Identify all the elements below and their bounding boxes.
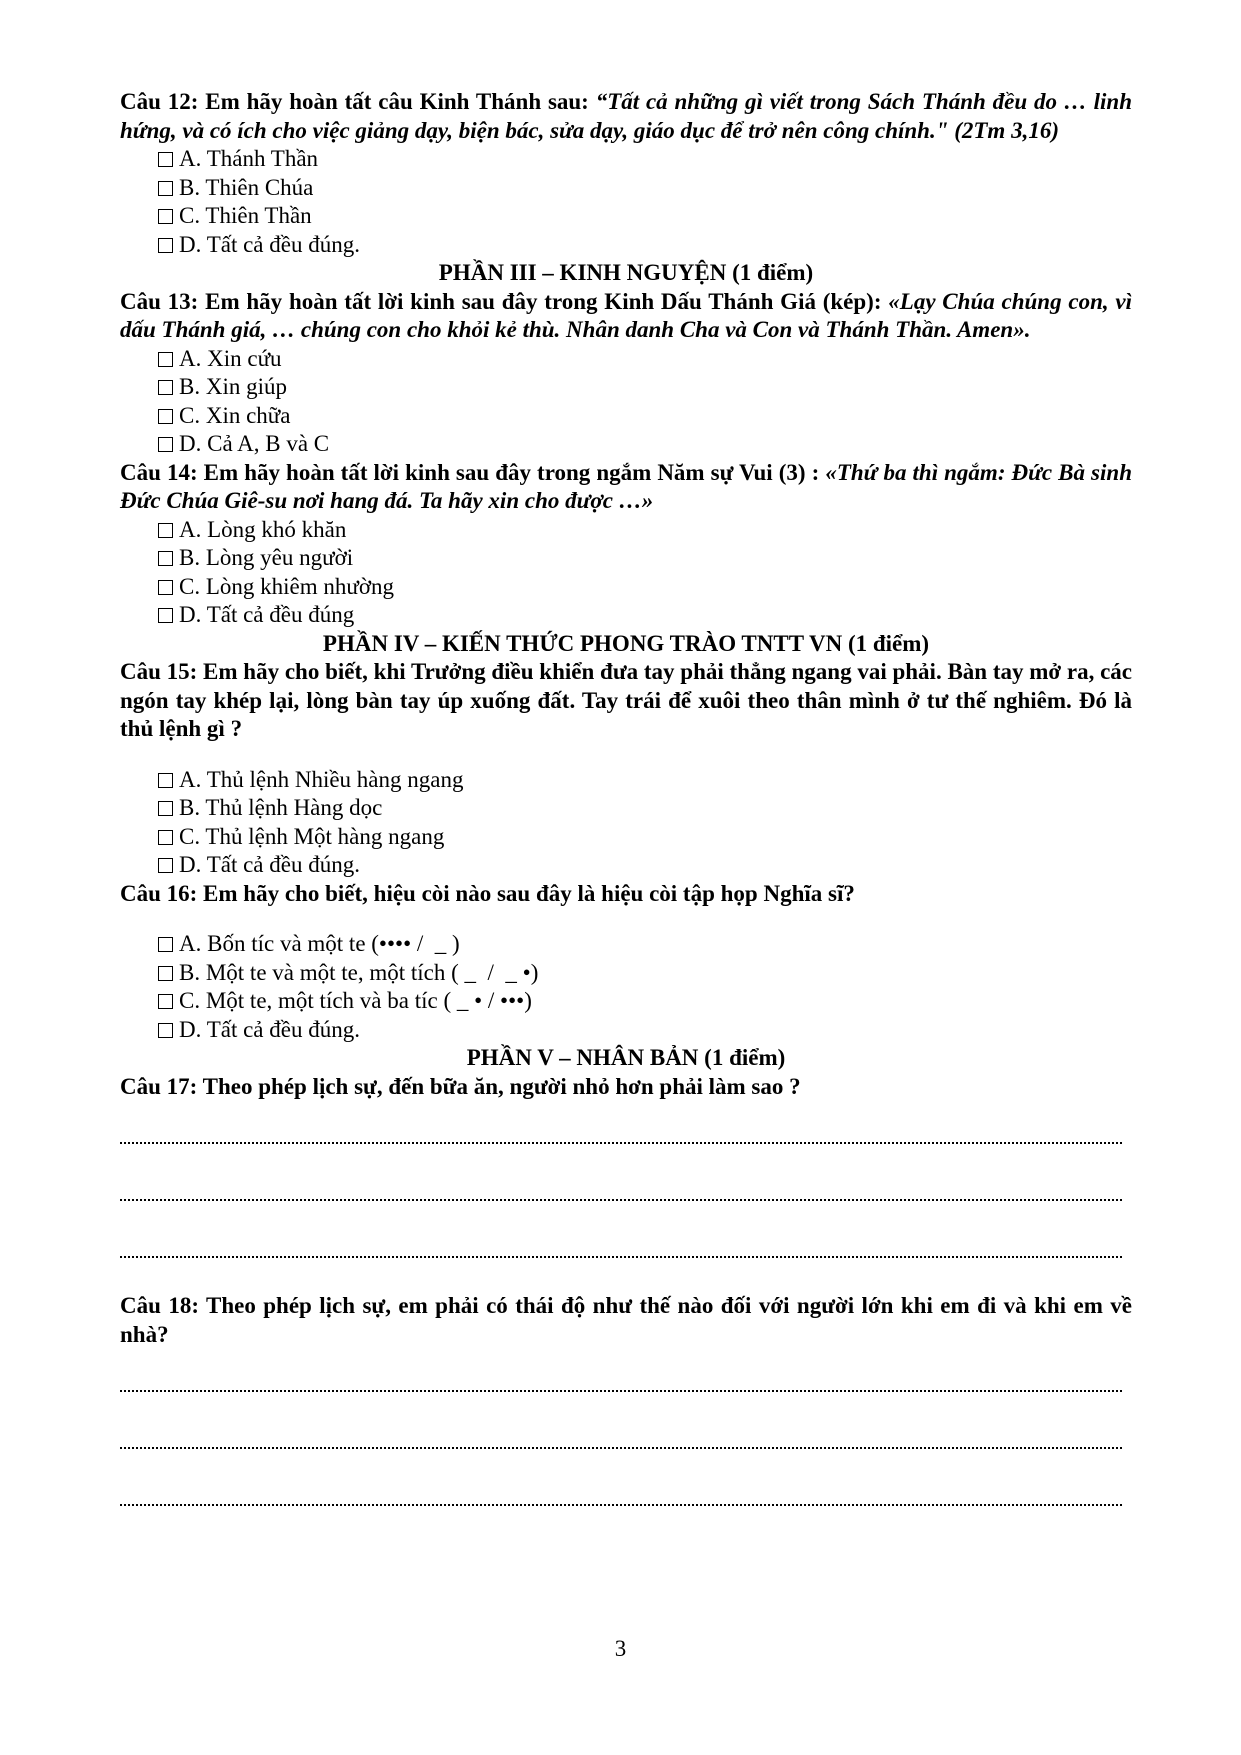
exam-page <box>120 88 1132 1520</box>
checkbox-icon[interactable] <box>158 380 173 395</box>
checkbox-icon[interactable] <box>158 773 173 788</box>
page-number: 3 <box>614 1636 627 1661</box>
section-4-heading: PHẦN IV – KIẾN THỨC PHONG TRÀO TNTT VN (1 điểm) <box>322 630 930 656</box>
section-3-heading: PHẦN III – KINH NGUYỆN (1 điểm) <box>438 260 814 285</box>
answer-lines <box>120 1101 1132 1272</box>
option-item[interactable]: D. Tất cả đều đúng. <box>158 851 1132 880</box>
checkbox-icon[interactable] <box>158 858 173 873</box>
answer-line[interactable] <box>120 1349 1132 1406</box>
option-item[interactable]: B. Xin giúp <box>158 373 1132 402</box>
option-item[interactable]: B. Thủ lệnh Hàng dọc <box>158 794 1132 823</box>
checkbox-icon[interactable] <box>158 209 173 224</box>
option-item[interactable]: D. Tất cả đều đúng. <box>158 231 1132 260</box>
option-item[interactable]: A. Thủ lệnh Nhiều hàng ngang <box>158 766 1132 795</box>
option-item[interactable]: C. Thủ lệnh Một hàng ngang <box>158 823 1132 852</box>
spacer <box>120 744 1132 766</box>
checkbox-icon[interactable] <box>158 937 173 952</box>
option-item[interactable]: B. Thiên Chúa <box>158 174 1132 203</box>
question-14-lead: Câu 14: Em hãy hoàn tất lời kinh sau đây trong ngắm Năm sự Vui (3) : <box>120 459 826 485</box>
question-13-options <box>158 345 1132 459</box>
question-14-quote: «Thứ ba thì ngắm: Đức Bà sinh Đức Chúa Giê-su nơi hang đá. Ta hãy xin cho được …» <box>120 459 1132 513</box>
checkbox-icon[interactable] <box>158 1023 173 1038</box>
option-item[interactable]: B. Một te và một te, một tích ( _ / _ •) <box>158 959 1132 988</box>
checkbox-icon[interactable] <box>158 152 173 167</box>
section-5-heading: PHẦN V – NHÂN BẢN (1 điểm) <box>466 1045 786 1070</box>
checkbox-icon[interactable] <box>158 238 173 253</box>
checkbox-icon[interactable] <box>158 523 173 538</box>
checkbox-icon[interactable] <box>158 551 173 566</box>
option-item[interactable]: C. Lòng khiêm nhường <box>158 573 1132 602</box>
option-item[interactable]: D. Tất cả đều đúng. <box>158 1016 1132 1045</box>
checkbox-icon[interactable] <box>158 409 173 424</box>
question-14-options <box>158 516 1132 630</box>
question-17: Câu 17: Theo phép lịch sự, đến bữa ăn, người nhỏ hơn phải làm sao ? <box>120 1073 801 1099</box>
answer-line[interactable] <box>120 1101 1132 1158</box>
spacer <box>120 1272 1132 1292</box>
option-item[interactable]: B. Lòng yêu người <box>158 544 1132 573</box>
question-12-quote: “Tất cả những gì viết trong Sách Thánh đều do … linh hứng, và có ích cho việc giảng dạy, biện bác, sửa dạy, giáo dục để trở nên công chính." (2Tm 3,16) <box>120 89 1132 143</box>
checkbox-icon[interactable] <box>158 994 173 1009</box>
question-16: Câu 16: Em hãy cho biết, hiệu còi nào sau đây là hiệu còi tập họp Nghĩa sĩ? <box>120 880 855 906</box>
question-15: Câu 15: Em hãy cho biết, khi Trưởng điều khiển đưa tay phải thẳng ngang vai phải. Bàn tay mở ra, các ngón tay khép lại, lòng bàn tay úp xuống đất. Tay trái để xuôi theo thân mình ở tư thế nghiêm. Đó là thủ lệnh gì ? <box>120 659 1133 741</box>
checkbox-icon[interactable] <box>158 608 173 623</box>
answer-line[interactable] <box>120 1406 1132 1463</box>
option-item[interactable]: D. Cả A, B và C <box>158 430 1132 459</box>
checkbox-icon[interactable] <box>158 966 173 981</box>
checkbox-icon[interactable] <box>158 801 173 816</box>
question-12-lead: Câu 12: Em hãy hoàn tất câu Kinh Thánh sau: <box>120 89 596 114</box>
option-item[interactable]: A. Bốn tíc và một te (•••• / _ ) <box>158 930 1132 959</box>
checkbox-icon[interactable] <box>158 437 173 452</box>
answer-lines <box>120 1349 1132 1520</box>
option-item[interactable]: C. Thiên Thần <box>158 202 1132 231</box>
question-12 <box>120 88 1132 145</box>
answer-line[interactable] <box>120 1215 1132 1272</box>
question-13-lead: Câu 13: Em hãy hoàn tất lời kinh sau đây trong Kinh Dấu Thánh Giá (kép): <box>120 288 889 314</box>
question-12-options <box>158 145 1132 259</box>
option-item[interactable]: C. Xin chữa <box>158 402 1132 431</box>
checkbox-icon[interactable] <box>158 181 173 196</box>
option-item[interactable]: A. Thánh Thần <box>158 145 1132 174</box>
question-15-options <box>158 766 1132 880</box>
question-13-quote: «Lạy Chúa chúng con, vì dấu Thánh giá, … chúng con cho khỏi kẻ thù. Nhân danh Cha và Con và Thánh Thần. Amen». <box>120 288 1132 342</box>
option-item[interactable]: A. Xin cứu <box>158 345 1132 374</box>
question-13 <box>120 288 1132 345</box>
checkbox-icon[interactable] <box>158 830 173 845</box>
question-14 <box>120 459 1132 516</box>
question-18: Câu 18: Theo phép lịch sự, em phải có thái độ như thế nào đối với người lớn khi em đi và khi em về nhà? <box>120 1293 1132 1347</box>
option-item[interactable]: A. Lòng khó khăn <box>158 516 1132 545</box>
checkbox-icon[interactable] <box>158 580 173 595</box>
option-item[interactable]: D. Tất cả đều đúng <box>158 601 1132 630</box>
answer-line[interactable] <box>120 1158 1132 1215</box>
checkbox-icon[interactable] <box>158 352 173 367</box>
answer-line[interactable] <box>120 1463 1132 1520</box>
option-item[interactable]: C. Một te, một tích và ba tíc ( _ • / •••) <box>158 987 1132 1016</box>
spacer <box>120 908 1132 930</box>
question-16-options <box>158 930 1132 1044</box>
